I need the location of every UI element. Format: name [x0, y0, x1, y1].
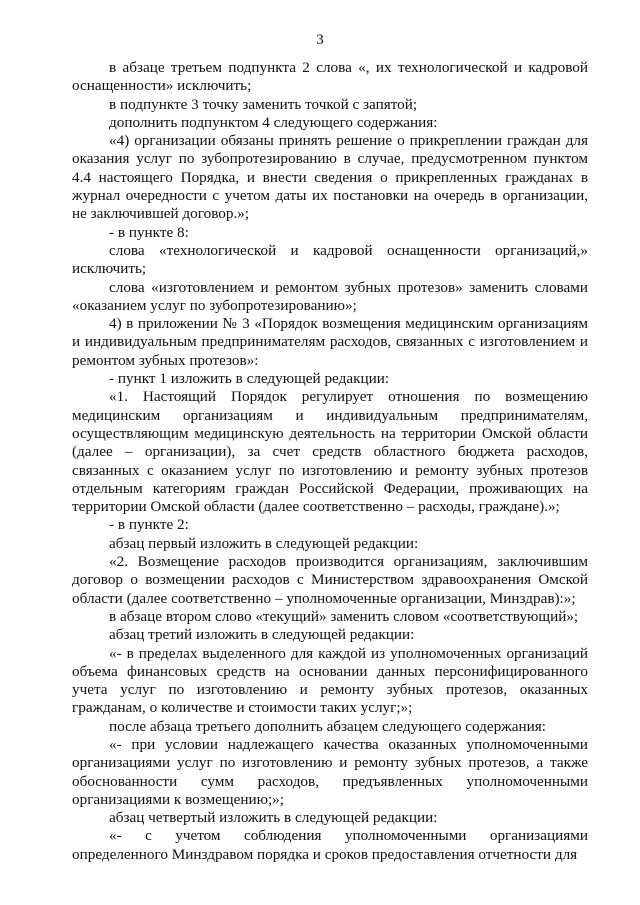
paragraph: - в пункте 2:	[109, 516, 189, 534]
paragraph: «4) организации обязаны принять решение о прикреплении граждан для оказания услуг по зубопротезированию в случае, предусмотренном пунктом 4.4 настоящего Порядка, и внести сведения о прикрепленных гражданах в журнал очередности с учетом даты их постановки на очередь в организации, не заключившей договор.»;	[72, 132, 588, 223]
paragraph: «- при условии надлежащего качества оказанных уполномоченными организациями услуг по изготовлению и ремонту зубных протезов, а также обоснованности сумм расходов, предъявленных уполномоченными организациями к возмещению;»;	[72, 735, 588, 808]
paragraph: в подпункте 3 точку заменить точкой с запятой;	[109, 95, 418, 113]
paragraph: абзац третий изложить в следующей редакции:	[109, 626, 415, 644]
paragraph: абзац четвертый изложить в следующей редакции:	[109, 809, 438, 827]
paragraph: в абзаце втором слово «текущий» заменить словом «соответствующий»;	[109, 607, 579, 625]
paragraph: «- с учетом соблюдения уполномоченными организациями определенного Минздравом порядка и сроков предоставления отчетности для	[72, 827, 588, 863]
paragraph: в абзаце третьем подпункта 2 слова «, их технологической и кадровой оснащенности» исключить;	[72, 59, 588, 95]
paragraph: - в пункте 8:	[109, 223, 189, 241]
paragraph: - пункт 1 изложить в следующей редакции:	[109, 370, 390, 388]
paragraph: слова «изготовлением и ремонтом зубных протезов» заменить словами «оказанием услуг по зубопротезированию»;	[72, 278, 588, 314]
paragraph: слова «технологической и кадровой оснащенности организаций,» исключить;	[72, 241, 588, 278]
paragraph: «2. Возмещение расходов производится организациям, заключившим договор о возмещении расходов с Министерством здравоохранения Омской области (далее соответственно – уполномоченные организации, Минздрав):»;	[72, 553, 588, 607]
paragraph: абзац первый изложить в следующей редакции:	[109, 534, 419, 552]
paragraph: «- в пределах выделенного для каждой из уполномоченных организаций объема финансовых средств на основании данных персонифицированного учета услуг по изготовлению и ремонту зубных протезов, оказанных гражданам, о количестве и стоимости таких услуг;»;	[72, 644, 588, 717]
paragraph: после абзаца третьего дополнить абзацем следующего содержания:	[109, 717, 546, 735]
paragraph: 4) в приложении № 3 «Порядок возмещения медицинским организациям и индивидуальным предпринимателям расходов, связанных с изготовлением и ремонтом зубных протезов»:	[72, 315, 588, 369]
document-body	[72, 59, 588, 864]
paragraph: дополнить подпунктом 4 следующего содержания:	[109, 113, 438, 131]
paragraph: «1. Настоящий Порядок регулирует отношения по возмещению медицинским организациям и индивидуальным предпринимателям, осуществляющим медицинскую деятельность на территории Омской области (далее – организации), за счет средств областного бюджета расходов, связанных с оказанием услуг по изготовлению и ремонту зубных протезов отдельным категориям граждан Российской Федерации, проживающих на территории Омской области (далее соответственно – расходы, граждане).»;	[72, 388, 588, 516]
page-number: 3	[316, 32, 324, 48]
